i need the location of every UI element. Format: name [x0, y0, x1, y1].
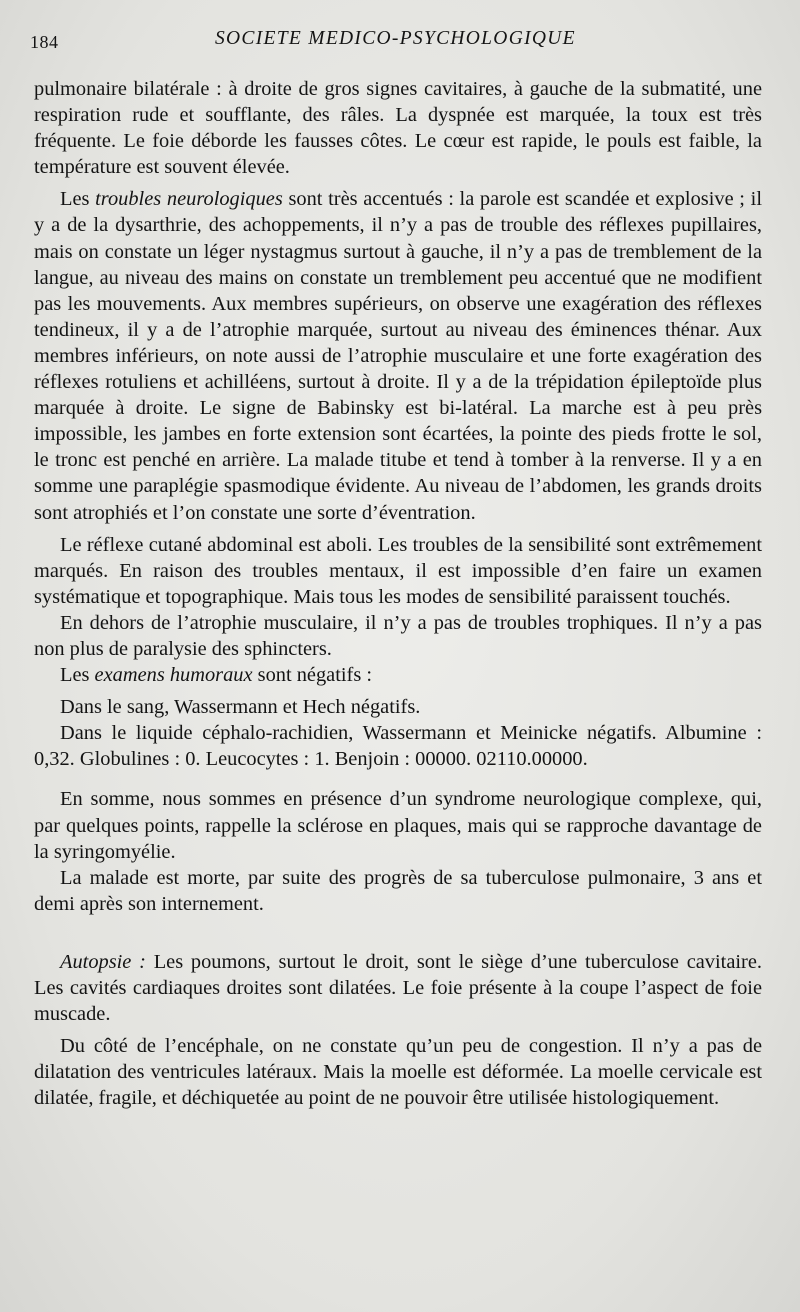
- italic-term-autopsy: Autopsie :: [60, 950, 146, 973]
- paragraph-abdominal-reflex: Le réflexe cutané abdominal est aboli. Les troubles de la sensibilité sont extrêmement marqués. En raison des troubles mentaux, il est impossible d’en faire un examen systématique et topographique. Mais tous les modes de sensibilité paraissent touchés.: [34, 533, 762, 608]
- paragraph-humoral-exams: [34, 662, 762, 688]
- paragraph-syndrome-summary: En somme, nous sommes en présence d’un syndrome neurologique complexe, qui, par quelques points, rappelle la sclérose en plaques, mais qui se rapproche davantage de la syringomyélie.: [34, 788, 762, 863]
- italic-term-neurological: troubles neurologiques: [95, 188, 283, 211]
- paragraph-neurological-text: sont très accentués : la parole est scandée et explosive ; il y a de la dysarthrie, des achoppements, il n’y a pas de trouble des réflexes pupillaires, mais on constate un léger nystagmus surtout à gauche, il n’y a pas de tremblement de la langue, au niveau des mains on constate un tremblement peu accentué que ne modifient pas les mouvements. Aux membres supérieurs, on observe une exagération des réflexes tendineux, il y a de l’atrophie marquée, surtout au niveau des éminences thénar. Aux membres inférieurs, on note aussi de l’atrophie musculaire et une forte exagération des réflexes rotuliens et achilléens, surtout à droite. Il y a de la trépidation épileptoïde plus marquée à droite. Le signe de Babinsky est bi-latéral. La marche est à peu près impossible, les jambes en forte extension sont écartées, la pointe des pieds frotte le sol, le tronc est penché en arrière. La malade titube et tend à tomber à la renverse. Il y a en somme une paraplégie spasmodique évidente. Au niveau de l’abdomen, les grands droits sont atrophiés et l’on constate une sorte d’éventration.: [34, 188, 762, 524]
- paragraph-humoral-lead: Les: [60, 664, 95, 687]
- paragraph-neurological-troubles: [34, 186, 762, 525]
- paragraph-neurological-lead: Les: [60, 188, 96, 211]
- paragraph-trophic-troubles: En dehors de l’atrophie musculaire, il n’y a pas de troubles trophiques. Il n’y a pas non plus de paralysie des sphincters.: [34, 611, 762, 660]
- paragraph-death: La malade est morte, par suite des progrès de sa tuberculose pulmonaire, 3 ans et demi après son internement.: [34, 866, 762, 915]
- paragraph-humoral-text: sont négatifs :: [252, 664, 373, 687]
- paragraph-pulmonary-signs: pulmonaire bilatérale : à droite de gros signes cavitaires, à gauche de la submatité, une respiration rude et soufflante, des râles. La dyspnée est marquée, la toux est très fréquente. Le foie déborde les fausses côtes. Le cœur est rapide, le pouls est faible, la température est souvent élevée.: [34, 78, 762, 179]
- paragraph-autopsy: [34, 949, 762, 1027]
- paragraph-autopsy-text: Les poumons, surtout le droit, sont le siège d’une tuberculose cavitaire. Les cavités cardiaques droites sont dilatées. Le foie présente à la coupe l’aspect de foie muscade.: [34, 950, 762, 1026]
- body-text: [34, 76, 762, 1111]
- paragraph-blood-tests: Dans le sang, Wassermann et Hech négatifs.: [60, 696, 421, 719]
- paragraph-encephalon: Du côté de l’encéphale, on ne constate qu’un peu de congestion. Il n’y a pas de dilatation des ventricules latéraux. Mais la moelle est déformée. La moelle cervicale est dilatée, fragile, et déchiquetée au point de ne pouvoir être utilisée histologiquement.: [34, 1035, 762, 1110]
- running-head: SOCIETE MEDICO-PSYCHOLOGIQUE: [215, 28, 576, 49]
- page-number: 184: [30, 32, 59, 52]
- paragraph-csf-tests: Dans le liquide céphalo-rachidien, Wassermann et Meinicke négatifs. Albumine : 0,32. Globulines : 0. Leucocytes : 1. Benjoin : 00000. 02110.00000.: [34, 722, 762, 771]
- italic-term-humoral: examens humoraux: [94, 664, 253, 687]
- page-header: [30, 28, 760, 58]
